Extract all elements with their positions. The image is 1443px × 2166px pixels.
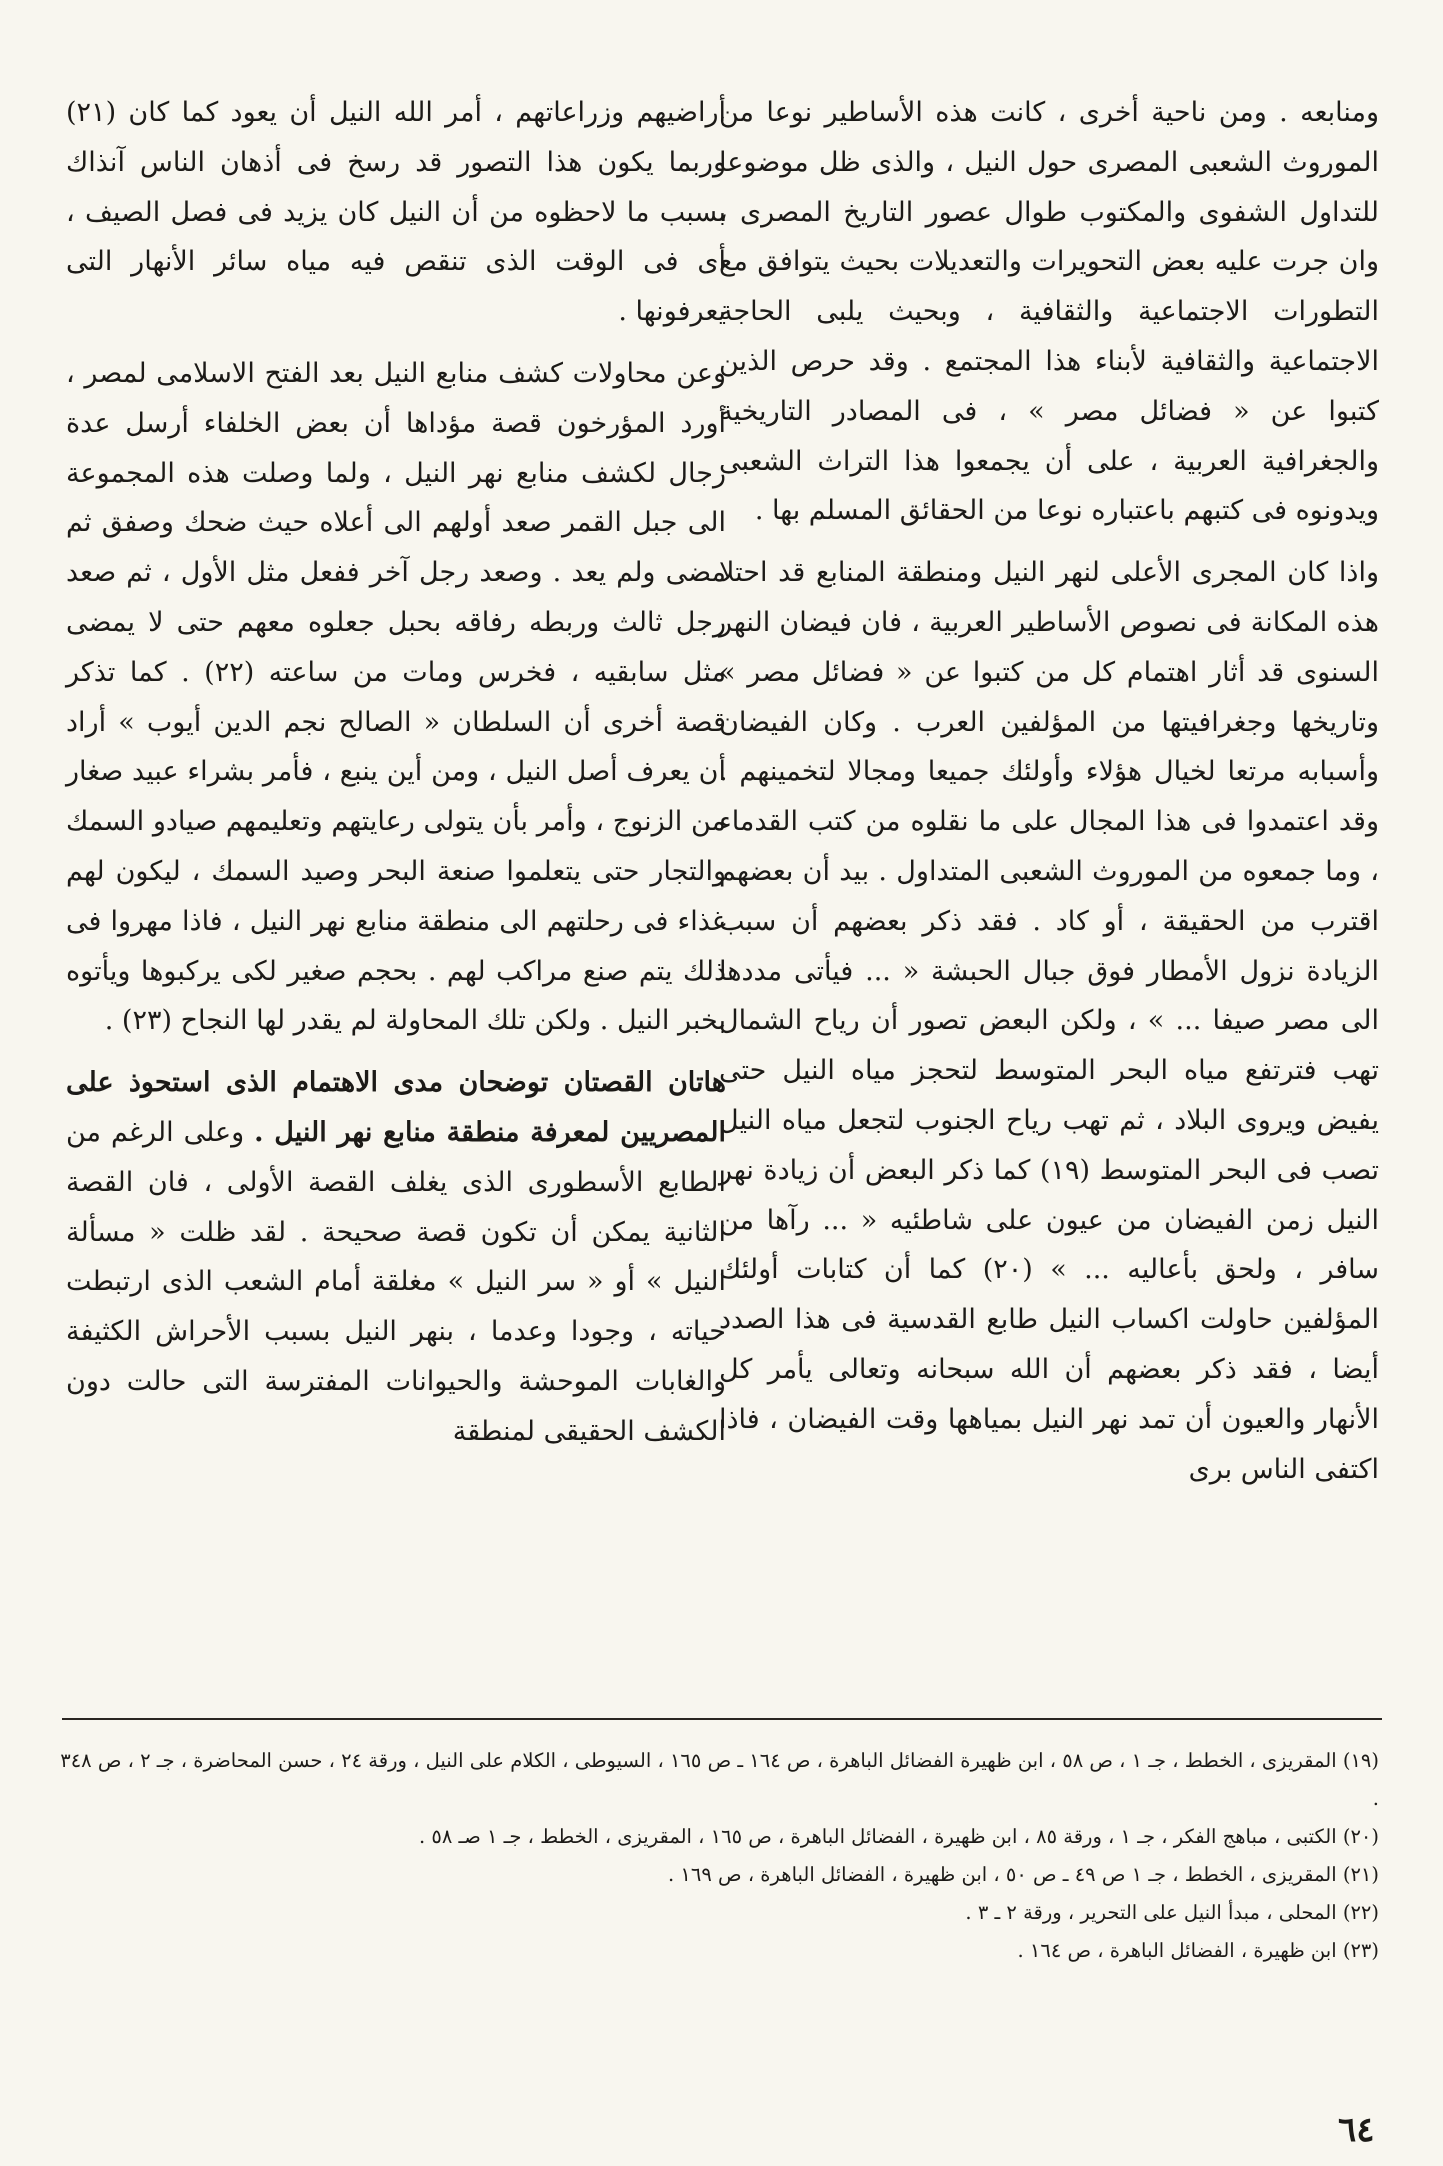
closing-text: وعلى الرغم من الطابع الأسطورى الذى يغلف القصة الأولى ، فان القصة الثانية يمكن أن تكون قصة صحيحة . لقد ظلت « مسألة النيل » أو « سر النيل » مغلقة أمام الشعب الذى ارتبطت حياته ، وجودا وعدما ، بنهر النيل بسبب الأحراش الكثيفة والغابات الموحشة والحيوانات المفترسة التى حالت دون الكشف الحقيقى لمنطقة	[66, 1116, 726, 1447]
footnote: (١٩) المقريزى ، الخطط ، جـ ١ ، ص ٥٨ ، ابن ظهيرة الفضائل الباهرة ، ص ١٦٤ ـ ص ١٦٥ ، السيوطى ، الكلام على النيل ، ورقة ٢٤ ، حسن المحاضرة ، جـ ٢ ، ص ٣٤٨ .	[60, 1749, 1379, 1810]
footnote: (٢١) المقريزى ، الخطط ، جـ ١ ص ٤٩ ـ ص ٥٠ ، ابن ظهيرة ، الفضائل الباهرة ، ص ١٦٩ .	[668, 1863, 1379, 1886]
footnote: (٢٣) ابن ظهيرة ، الفضائل الباهرة ، ص ١٦٤ .	[1017, 1939, 1379, 1962]
paragraph: وعن محاولات كشف منابع النيل بعد الفتح الاسلامى لمصر ، أورد المؤرخون قصة مؤداها أن بعض الخلفاء أرسل عدة رجال لكشف منابع نهر النيل ، ولما وصلت هذه المجموعة الى جبل القمر صعد أولهم الى أعلاه حيث ضحك وصفق ثم مضى ولم يعد . وصعد رجل آخر ففعل مثل الأول ، ثم صعد رجل ثالث وربطه رفاقه بحبل جعلوه معهم حتى لا يمضى مثل سابقيه ، فخرس ومات من ساعته (٢٢) . كما تذكر قصة أخرى أن السلطان « الصالح نجم الدين أيوب » أراد أن يعرف أصل النيل ، ومن أين ينبع ، فأمر بشراء عبيد صغار من الزنوج ، وأمر بأن يتولى رعايتهم وتعليمهم صيادو السمك والتجار حتى يتعلموا صنعة البحر وصيد السمك ، ليكون لهم غذاء فى رحلتهم الى منطقة منابع نهر النيل ، فاذا مهروا فى ذلك يتم صنع مراكب لهم . بحجم صغير لكى يركبوها ويأتوه بخبر النيل . ولكن تلك المحاولة لم يقدر لها النجاح (٢٣) .	[66, 357, 726, 1037]
closing-lead: هاتان القصتان توضحان مدى الاهتمام الذى استحوذ على المصريين لمعرفة منطقة منابع نهر النيل .	[66, 1067, 727, 1148]
closing-paragraph	[66, 1058, 726, 1456]
footnote: (٢٠) الكتبى ، مباهج الفكر ، جـ ١ ، ورقة ٨٥ ، ابن ظهيرة ، الفضائل الباهرة ، ص ١٦٥ ، المقريزى ، الخطط ، جـ ١ صـ ٥٨ .	[418, 1825, 1379, 1848]
left-column	[66, 88, 726, 1469]
footnote: (٢٢) المحلى ، مبدأ النيل على التحرير ، ورقة ٢ ـ ٣ .	[965, 1901, 1379, 1924]
page-number: ٦٤	[1338, 2110, 1375, 2150]
paragraph: أراضيهم وزراعاتهم ، أمر الله النيل أن يعود كما كان (٢١) وربما يكون هذا التصور قد رسخ فى أذهان الناس آنذاك بسبب ما لاحظوه من أن النيل كان يزيد فى فصل الصيف ، أى فى الوقت الذى تنقص فيه مياه سائر الأنهار التى يعرفونها .	[66, 97, 726, 328]
right-column	[719, 88, 1379, 1506]
footnotes	[59, 1742, 1379, 1970]
paragraph: واذا كان المجرى الأعلى لنهر النيل ومنطقة المنابع قد احتلا هذه المكانة فى نصوص الأساطير العربية ، فان فيضان النهر السنوى قد أثار اهتمام كل من كتبوا عن « فضائل مصر » وتاريخها وجغرافيتها من المؤلفين العرب . وكان الفيضان وأسبابه مرتعا لخيال هؤلاء وأولئك جميعا ومجالا لتخمينهم . وقد اعتمدوا فى هذا المجال على ما نقلوه من كتب القدماء ، وما جمعوه من الموروث الشعبى المتداول . بيد أن بعضهم اقترب من الحقيقة ، أو كاد . فقد ذكر بعضهم أن سبب الزيادة نزول الأمطار فوق جبال الحبشة « ... فيأتى مددها الى مصر صيفا ... » ، ولكن البعض تصور أن رياح الشمال تهب فترتفع مياه البحر المتوسط لتحجز مياه النيل حتى يفيض ويروى البلاد ، ثم تهب رياح الجنوب لتجعل مياه النيل تصب فى البحر المتوسط (١٩) كما ذكر البعض أن زيادة نهر النيل زمن الفيضان من عيون على شاطئيه « ... رآها من سافر ، ولحق بأعاليه ... » (٢٠) كما أن كتابات أولئك المؤلفين حاولت اكساب النيل طابع القدسية فى هذا الصدد أيضا ، فقد ذكر بعضهم أن الله سبحانه وتعالى يأمر كل الأنهار والعيون أن تمد نهر النيل بمياهها وقت الفيضان ، فاذا اكتفى الناس برى	[719, 557, 1379, 1485]
paragraph: ومنابعه . ومن ناحية أخرى ، كانت هذه الأساطير نوعا من الموروث الشعبى المصرى حول النيل ، والذى ظل موضوعا للتداول الشفوى والمكتوب طوال عصور التاريخ المصرى ، وان جرت عليه بعض التحويرات والتعديلات بحيث يتوافق مع التطورات الاجتماعية والثقافية ، وبحيث يلبى الحاجة الاجتماعية والثقافية لأبناء هذا المجتمع . وقد حرص الذين كتبوا عن « فضائل مصر » ، فى المصادر التاريخية والجغرافية العربية ، على أن يجمعوا هذا التراث الشعبى ويدونوه فى كتبهم باعتباره نوعا من الحقائق المسلم بها .	[719, 97, 1379, 527]
footnote-divider	[62, 1718, 1382, 1720]
